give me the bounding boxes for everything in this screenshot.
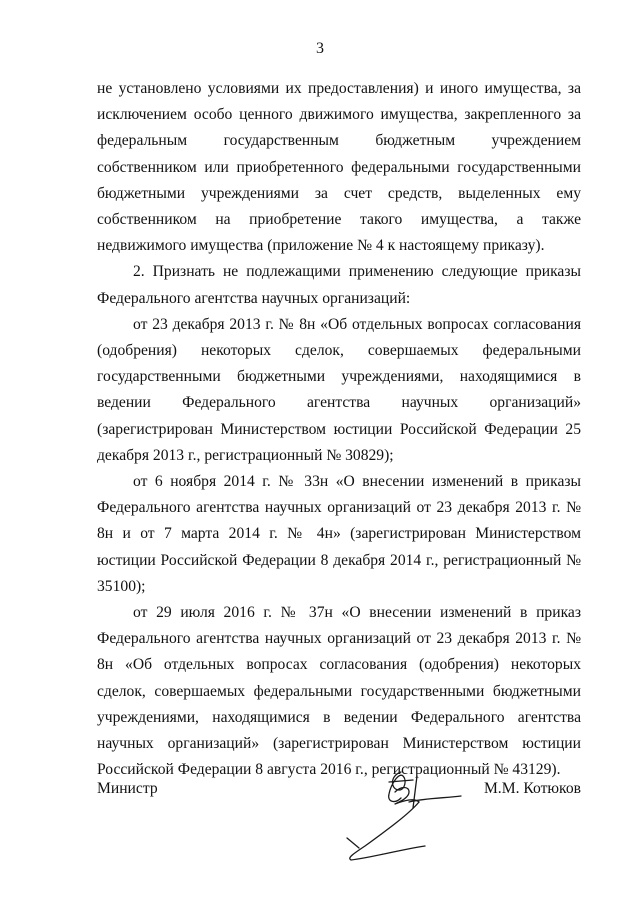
paragraph-order-33n: от 6 ноября 2014 г. № 33н «О внесении изменений в приказы Федерального агентства научных организаций от 23 декабря 2013 г. № 8н и от 7 марта 2014 г. № 4н» (зарегистрирован Министерством юстиции Российской Федерации 8 декабря 2014 г., регистрационный № 35100);	[97, 473, 581, 595]
signer-position: Министр	[97, 780, 158, 797]
paragraph-property-continuation: не установлено условиями их предоставления) и иного имущества, за исключением особо ценного движимого имущества, закрепленного за федеральным государственным бюджетным учреждением собственником или приобретенного федеральными государственными бюджетными учреждениями за счет средств, выделенных ему собственником на приобретение такого имущества, а также недвижимого имущества (приложение № 4 к настоящему приказу).	[97, 80, 581, 255]
signature-block	[97, 776, 581, 876]
document-body	[97, 76, 581, 783]
handwritten-signature-icon	[329, 768, 479, 878]
paragraph-order-37n: от 29 июля 2016 г. № 37н «О внесении изменений в приказ Федерального агентства научных организаций от 23 декабря 2013 г. № 8н «Об отдельных вопросах согласования (одобрения) некоторых сделок, совершаемых федеральными государственными бюджетными учреждениями, находящимися в ведении Федерального агентства научных организаций» (зарегистрирован Министерством юстиции Российской Федерации 8 августа 2016 г., регистрационный № 43129).	[97, 604, 581, 779]
signer-name: М.М. Котюков	[483, 780, 581, 797]
paragraph-item-2: 2. Признать не подлежащими применению следующие приказы Федерального агентства научных организаций:	[97, 263, 581, 307]
page-number: 3	[316, 40, 324, 57]
paragraph-order-8n: от 23 декабря 2013 г. № 8н «Об отдельных вопросах согласования (одобрения) некоторых сделок, совершаемых федеральными государственными бюджетными учреждениями, находящимися в ведении Федерального агентства научных организаций» (зарегистрирован Министерством юстиции Российской Федерации 25 декабря 2013 г., регистрационный № 30829);	[97, 315, 581, 464]
